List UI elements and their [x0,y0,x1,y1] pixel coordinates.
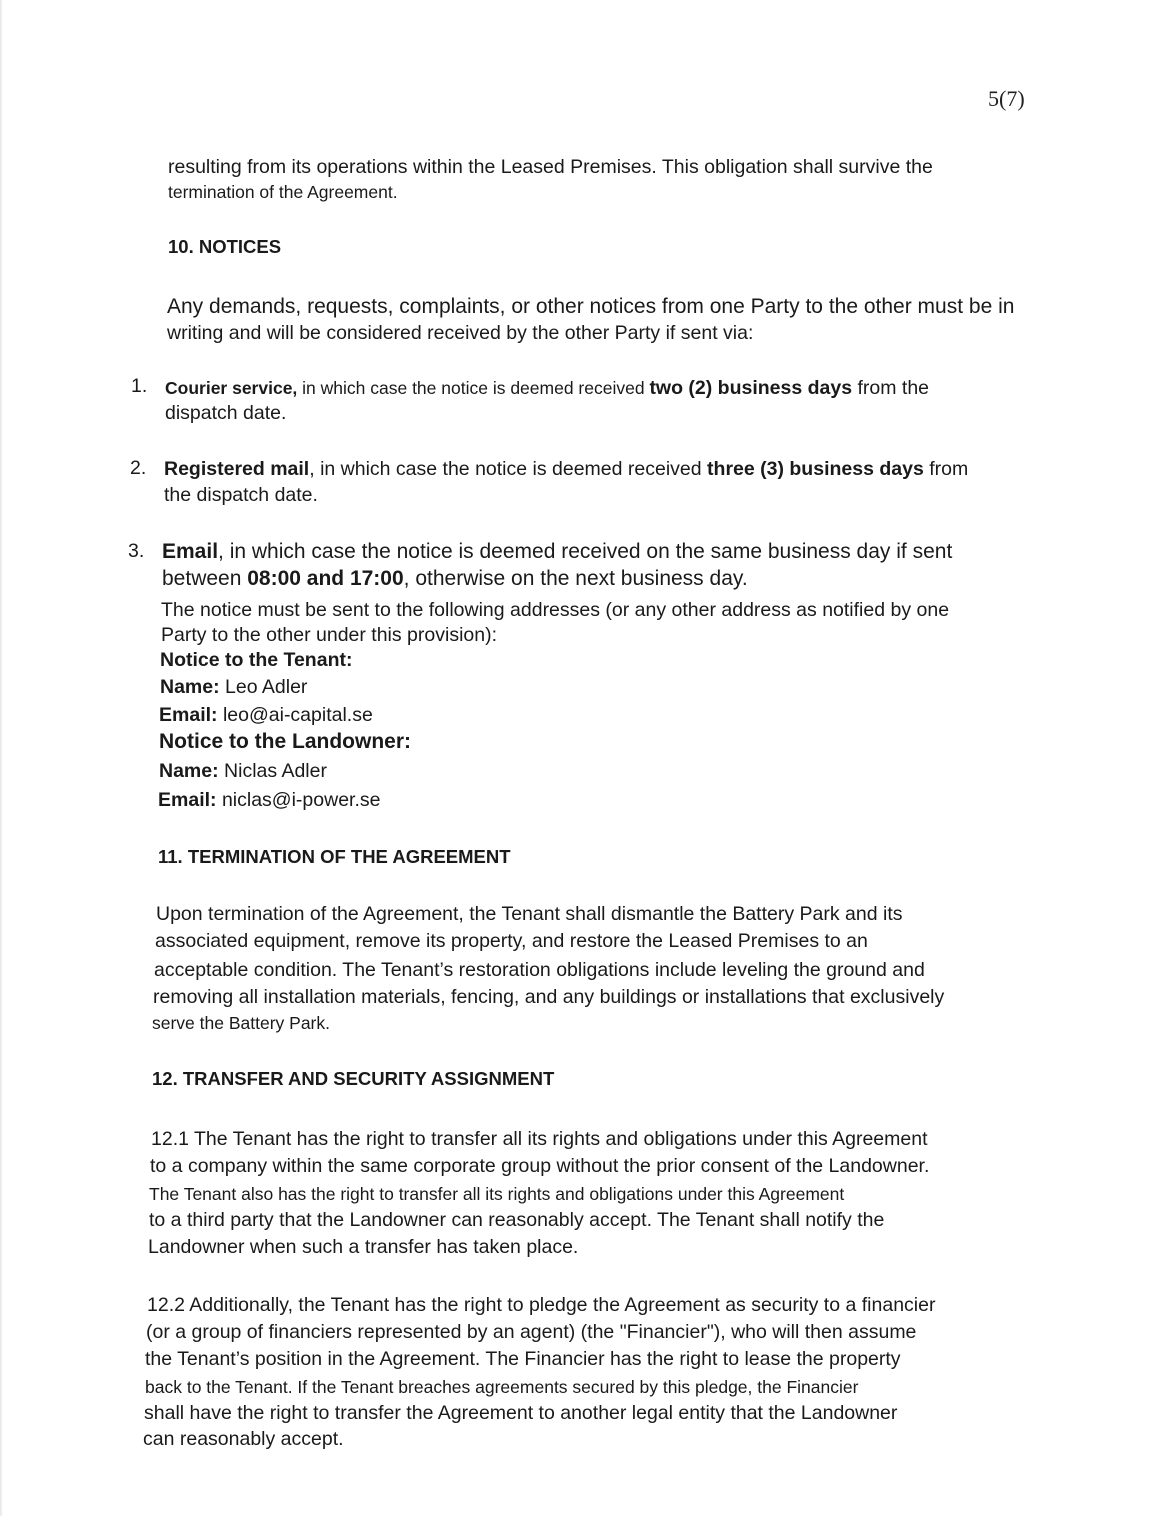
landowner-email [158,788,380,812]
notice-item-courier [165,376,929,400]
page-number: 5(7) [988,86,1025,111]
transfer-12-2-line-4: back to the Tenant. If the Tenant breaches agreements secured by this pledge, the Financier [145,1377,859,1397]
courier-continuation: dispatch date. [165,402,287,424]
courier-period: two (2) business days [649,377,853,399]
termination-line-2: associated equipment, remove its property, and restore the Leased Premises to an [155,930,868,952]
list-number-3: 3. [128,540,145,562]
termination-heading: 11. TERMINATION OF THE AGREEMENT [158,846,511,867]
transfer-12-1-line-5: Landowner when such a transfer has taken place. [148,1236,579,1258]
courier-text: in which case the notice is deemed received [297,378,650,398]
transfer-12-2-line-6: can reasonably accept. [143,1428,344,1450]
registered-text: , in which case the notice is deemed received [309,458,708,480]
tenant-name-value: Leo Adler [219,676,308,698]
notices-intro-line-2: writing and will be considered received by the other Party if sent via: [167,322,754,344]
transfer-12-1-line-1: 12.1 The Tenant has the right to transfer all its rights and obligations under this Agreement [151,1128,928,1150]
notices-intro-line-1: Any demands, requests, complaints, or other notices from one Party to the other must be in [167,295,1015,318]
termination-line-3: acceptable condition. The Tenant’s restoration obligations include leveling the ground and [154,959,925,981]
registered-text-tail: from [923,458,969,480]
email-cont-pre: between [162,567,248,590]
page-edge [0,0,3,1516]
courier-term: Courier service, [165,378,298,398]
termination-line-5: serve the Battery Park. [152,1013,330,1033]
transfer-12-2-line-5: shall have the right to transfer the Agreement to another legal entity that the Landowner [144,1402,898,1424]
termination-line-4: removing all installation materials, fencing, and any buildings or installations that exclusively [153,986,945,1008]
transfer-heading: 12. TRANSFER AND SECURITY ASSIGNMENT [152,1068,555,1089]
list-number-1: 1. [131,375,148,397]
tenant-name-label: Name: [160,676,220,698]
courier-text-tail: from the [852,377,930,399]
email-term: Email [162,540,219,563]
address-intro-line-2: Party to the other under this provision): [161,624,498,646]
tenant-heading: Notice to the Tenant: [160,649,353,671]
tenant-email-value: leo@ai-capital.se [217,704,373,726]
email-hours: 08:00 and 17:00 [247,567,404,590]
registered-term: Registered mail [164,458,310,480]
notice-item-email [162,540,952,564]
list-number-2: 2. [130,457,147,479]
landowner-name-label: Name: [159,760,219,782]
tenant-email [159,703,373,727]
landowner-email-value: niclas@i-power.se [216,789,381,811]
transfer-12-2-line-3: the Tenant’s position in the Agreement. The Financier has the right to lease the property [145,1348,901,1370]
registered-continuation: the dispatch date. [164,484,318,506]
registered-period: three (3) business days [707,458,924,480]
intro-line-1: resulting from its operations within the Leased Premises. This obligation shall survive the [168,156,933,178]
landowner-name [159,759,327,783]
landowner-name-value: Niclas Adler [218,760,327,782]
email-continuation [162,567,748,591]
transfer-12-2-line-1: 12.2 Additionally, the Tenant has the right to pledge the Agreement as security to a financier [147,1294,936,1316]
landowner-email-label: Email: [158,789,217,811]
email-text: , in which case the notice is deemed received on the same business day if sent [218,540,953,563]
intro-line-2: termination of the Agreement. [168,182,398,202]
transfer-12-1-line-4: to a third party that the Landowner can reasonably accept. The Tenant shall notify the [149,1209,885,1231]
landowner-heading: Notice to the Landowner: [159,730,411,753]
termination-line-1: Upon termination of the Agreement, the Tenant shall dismantle the Battery Park and its [156,903,903,925]
tenant-email-label: Email: [159,704,218,726]
email-cont-post: , otherwise on the next business day. [403,567,748,590]
transfer-12-1-line-3: The Tenant also has the right to transfer all its rights and obligations under this Agreement [149,1184,845,1204]
transfer-12-1-line-2: to a company within the same corporate group without the prior consent of the Landowner. [150,1155,930,1177]
notices-heading: 10. NOTICES [168,236,282,257]
address-intro-line-1: The notice must be sent to the following addresses (or any other address as notified by one [161,599,950,621]
tenant-name [160,675,307,699]
notice-item-registered-mail [164,457,968,481]
transfer-12-2-line-2: (or a group of financiers represented by an agent) (the "Financier"), who will then assume [146,1321,917,1343]
